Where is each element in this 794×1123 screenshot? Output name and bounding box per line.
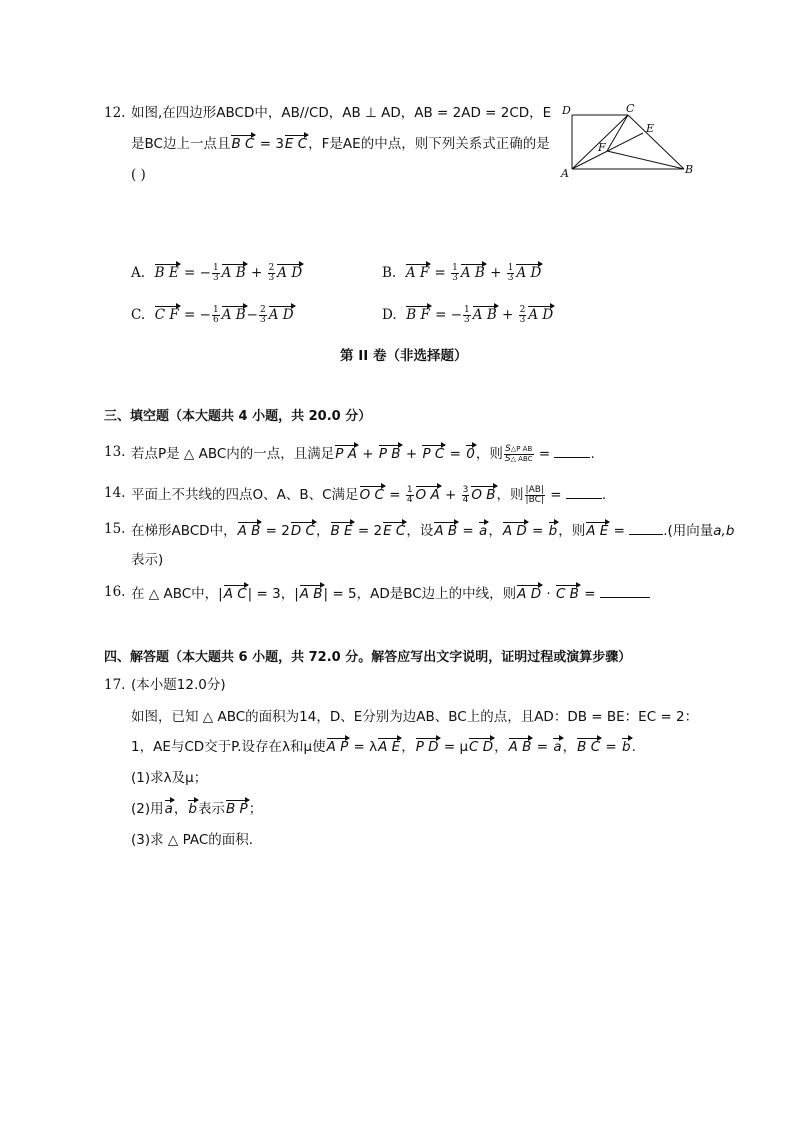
q12-option-a[interactable]: A. B E = − $\frac{1}{3}$ A B + $\frac{2}{3}$ A D: [131, 263, 303, 283]
q17-header: (本小题12.0分): [131, 677, 226, 693]
label-B: B: [685, 163, 694, 176]
q12-option-d[interactable]: D. B F = − $\frac{1}{3}$ A B + $\frac{2}{3}$ A D: [382, 305, 554, 325]
q12-line2: 是BC边上一点且B C = 3E C，F是AE的中点，则下列关系式正确的是: [131, 136, 550, 152]
label-E: E: [646, 122, 655, 135]
q14-answer-blank[interactable]: [566, 484, 602, 499]
q15-text: 在梯形ABCD中，A B = 2D C，B E = 2E C，设A B = a，A D = b，则A E = .(用向量a,b: [131, 520, 734, 540]
q17-part3: (3)求 △ PAC的面积．: [131, 832, 263, 848]
q12-number: 12.: [104, 105, 126, 121]
edge-CB: [628, 115, 684, 169]
q12-option-c[interactable]: C. C F = − $\frac{1}{6}$ A B− $\frac{2}{3}$ A D: [131, 305, 294, 325]
q16-text: 在 △ ABC中，|A C| = 3，|A B| = 5，AD是BC边上的中线，则A D · C B =: [131, 583, 650, 603]
q17-part1: (1)求λ及μ；: [131, 770, 208, 786]
q15-answer-blank[interactable]: [629, 520, 663, 535]
q17-number: 17.: [104, 677, 126, 693]
q12-answer-bracket: ( ): [131, 167, 146, 183]
q13-text: 若点P是 △ ABC内的一点，且满足P A + P B + P C = 0，则 $\frac{\text{S△P AB}}{\text{S△ ABC}}$ = .: [131, 443, 595, 464]
q12-quadrilateral-figure: [555, 100, 695, 185]
q12-line1: 如图,在四边形ABCD中，AB//CD，AB ⊥ AD，AB = 2AD = 2CD，E: [131, 105, 552, 121]
q17-part2: (2)用a，b表示B P；: [131, 801, 263, 817]
section3-heading: 三、填空题（本大题共 4 小题，共 20.0 分）: [104, 409, 372, 424]
label-D: D: [562, 104, 571, 117]
part2-title: 第 II 卷（非选择题）: [340, 348, 468, 364]
q13-answer-blank[interactable]: [554, 443, 590, 458]
q17-line2: 1，AE与CD交于P.设存在λ和μ使A P = λA E，P D = μC D，A B = a，B C = b.: [131, 739, 636, 755]
q15-number: 15.: [104, 521, 126, 537]
q13-number: 13.: [104, 444, 126, 460]
label-C: C: [626, 102, 635, 115]
q17-line1: 如图，已知 △ ABC的面积为14，D、E分别为边AB、BC上的点，且AD：DB = BE：EC = 2：: [131, 709, 699, 725]
q16-number: 16.: [104, 584, 126, 600]
q14-number: 14.: [104, 485, 126, 501]
q15-line2: 表示): [131, 552, 164, 568]
q12-option-b[interactable]: B. A F = $\frac{1}{3}$ A B + $\frac{1}{3}$ A D: [382, 263, 542, 283]
section4-heading: 四、解答题（本大题共 6 小题，共 72.0 分。解答应写出文字说明，证明过程或演算步骤）: [104, 650, 632, 665]
label-A: A: [561, 167, 569, 180]
q14-text: 平面上不共线的四点O、A、B、C满足O C = $\frac{1}{4}$ O A + $\frac{3}{4}$ O B，则 $\frac{|AB|}{|BC|}$ = .: [131, 484, 607, 505]
segment-FB: [607, 151, 684, 169]
q16-answer-blank[interactable]: [600, 583, 650, 598]
label-F: F: [598, 141, 606, 154]
